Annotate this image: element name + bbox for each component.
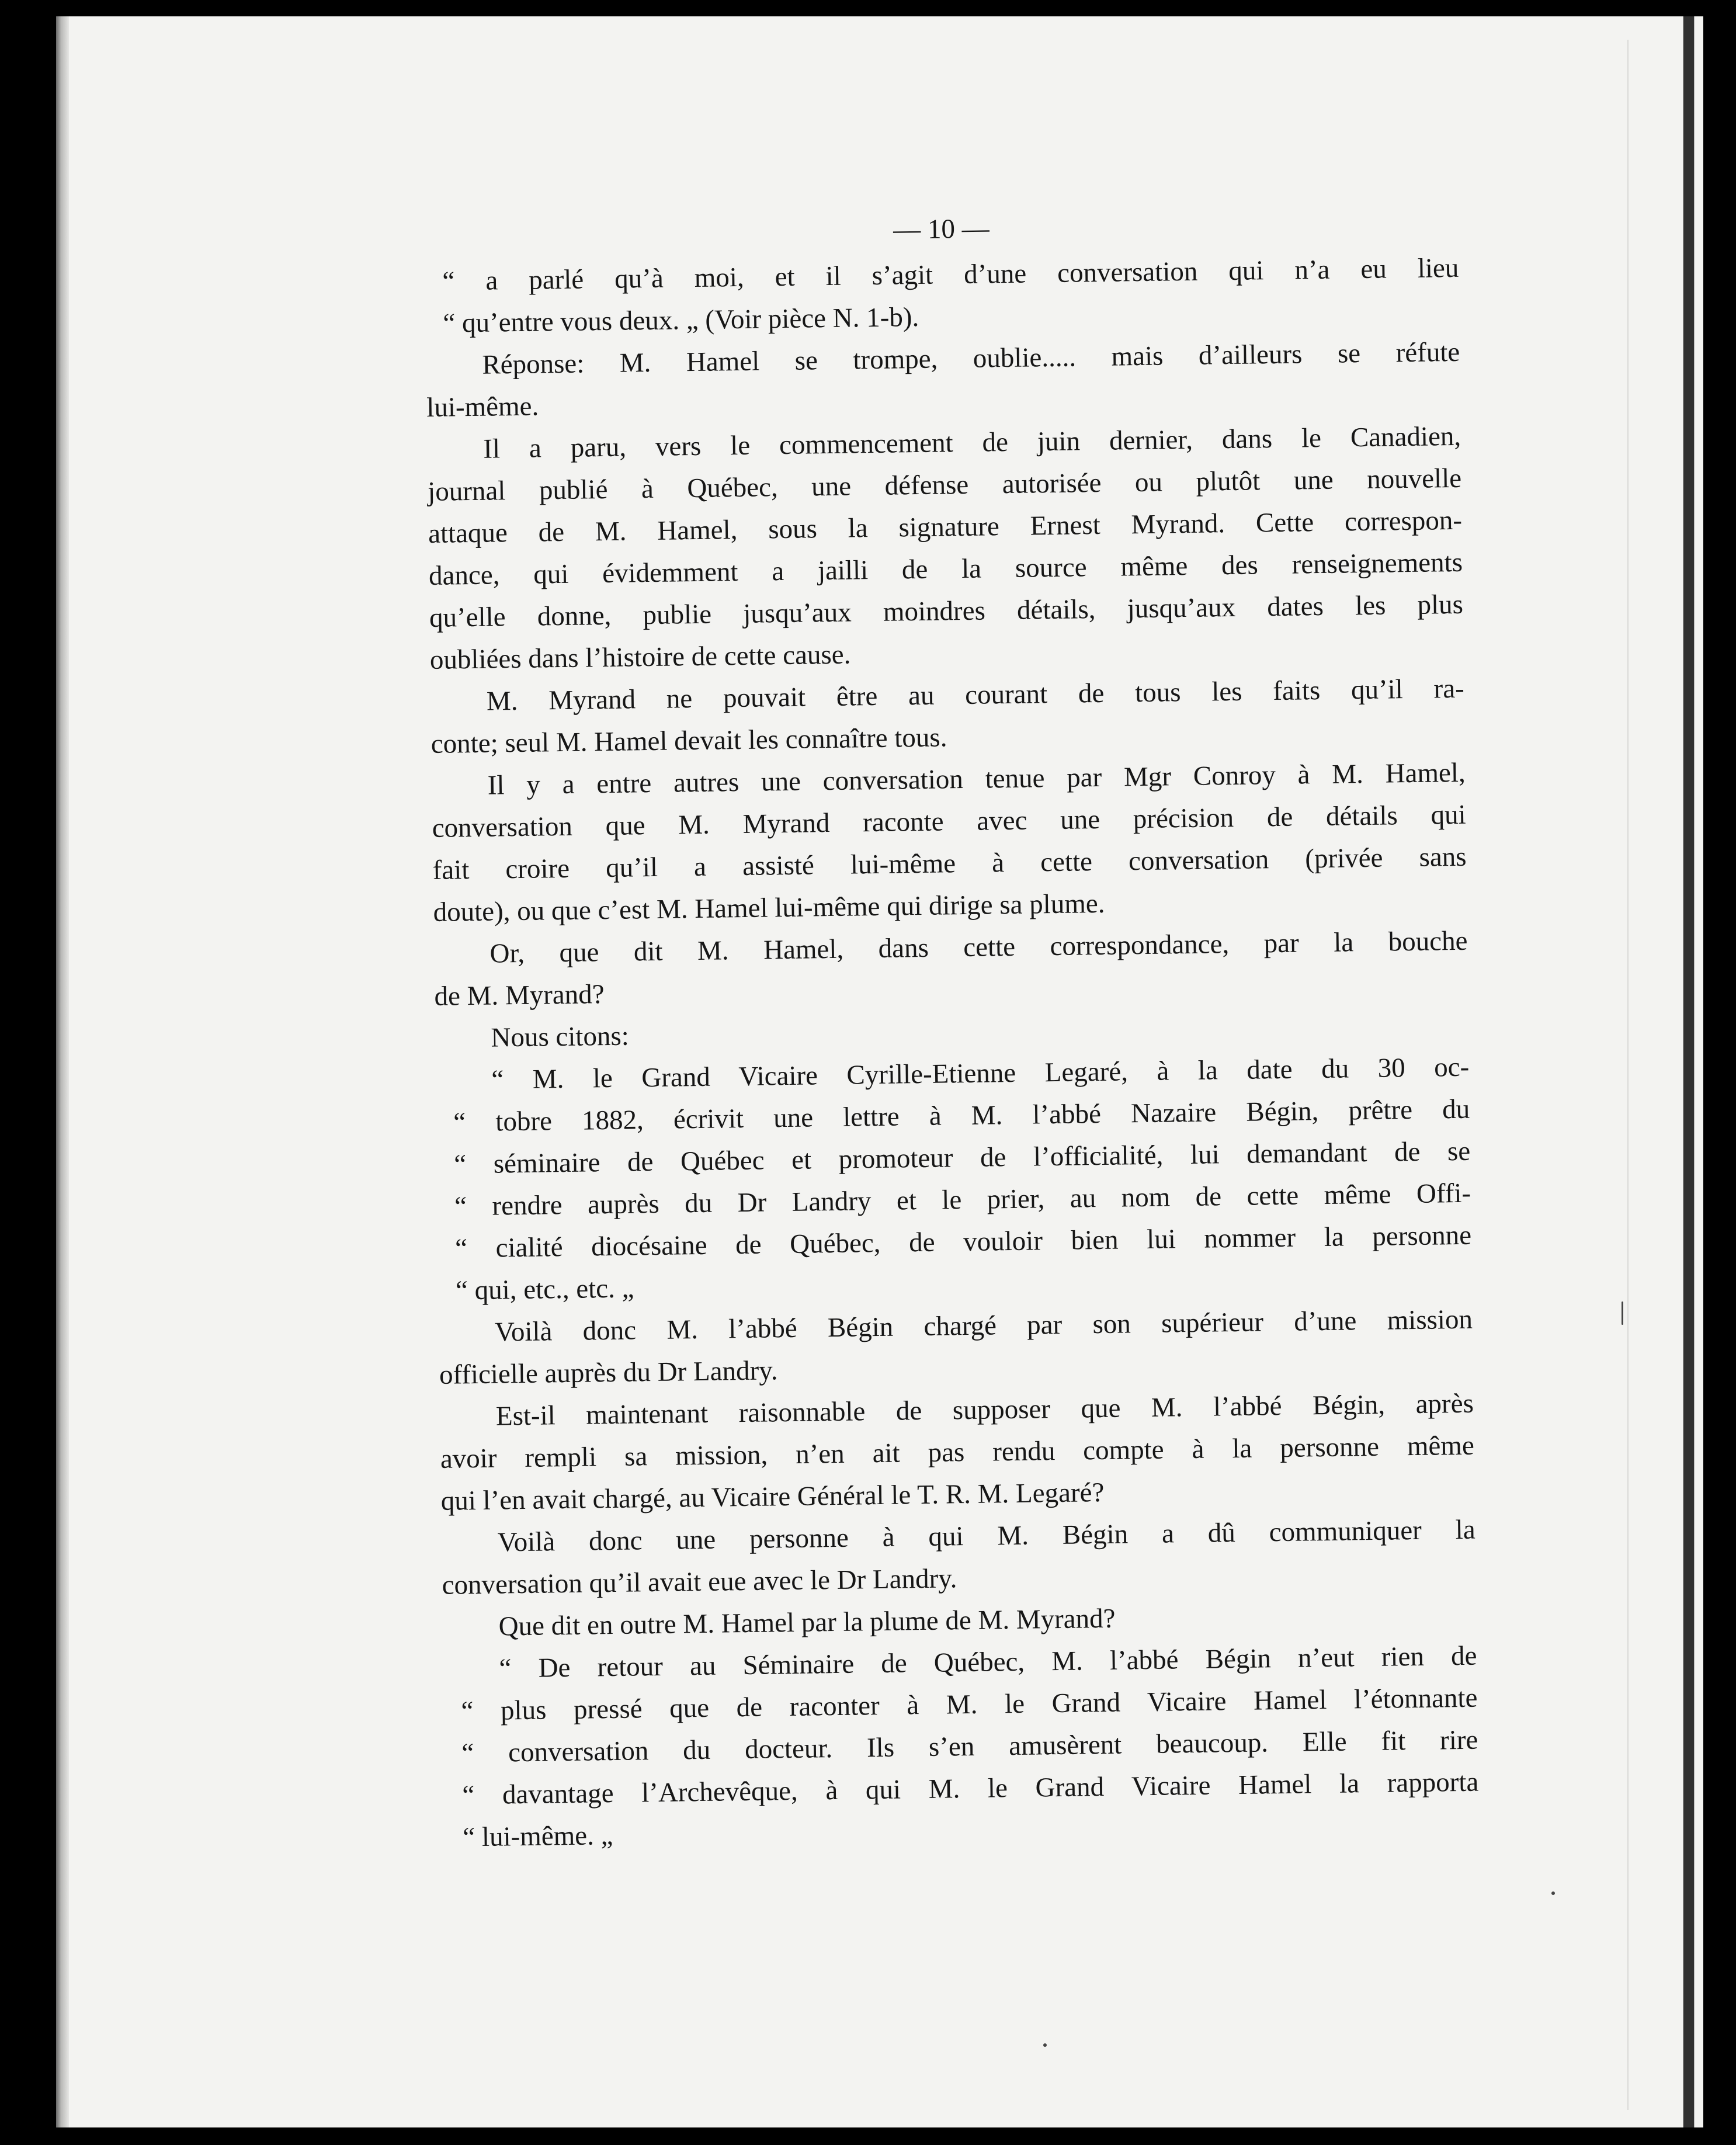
scan-speck xyxy=(1043,2043,1047,2047)
text-line: conte; seul M. Hamel devait les connaître tous. xyxy=(430,722,947,759)
text-line: “ M. le Grand Vicaire Cyrille-Etienne Legaré, à la date du 30 oc- xyxy=(491,1051,1470,1095)
text-line: Que dit en outre M. Hamel par la plume de M. Myrand? xyxy=(498,1603,1116,1642)
text-line: attaque de M. Hamel, sous la signature Ernest Myrand. Cette correspon- xyxy=(428,505,1463,549)
text-line: Voilà donc M. l’abbé Bégin chargé par son supérieur d’une mission xyxy=(494,1304,1473,1348)
text-line: oubliées dans l’histoire de cette cause. xyxy=(429,639,851,675)
text-line: Voilà donc une personne à qui M. Bégin a dû communiquer la xyxy=(497,1514,1475,1558)
text-line: “ lui-même. „ xyxy=(463,1820,613,1853)
text-line: lui-même. xyxy=(426,391,539,423)
text-line: fait croire qu’il a assisté lui-même à cette conversation (privée sans xyxy=(432,841,1467,886)
text-line: Nous citons: xyxy=(491,1021,630,1053)
text-line: “ séminaire de Québec et promoteur de l’officialité, lui demandant de se xyxy=(453,1136,1471,1180)
text-line: M. Myrand ne pouvait être au courant de tous les faits qu’il ra- xyxy=(486,673,1465,717)
text-line: journal publié à Québec, une défense autorisée ou plutôt une nouvelle xyxy=(427,463,1462,507)
text-line: avoir rempli sa mission, n’en ait pas rendu compte à la personne même xyxy=(440,1430,1475,1474)
text-line: Réponse: M. Hamel se trompe, oublie..... mais d’ailleurs se réfute xyxy=(482,336,1460,380)
text-line: “ davantage l’Archevêque, à qui M. le Grand Vicaire Hamel la rapporta xyxy=(462,1766,1479,1811)
text-line: “ De retour au Séminaire de Québec, M. l’abbé Bégin n’eut rien de xyxy=(499,1640,1477,1684)
text-line: “ a parlé qu’à moi, et il s’agit d’une conversation qui n’a eu lieu xyxy=(442,252,1459,297)
text-line: de M. Myrand? xyxy=(434,979,605,1012)
text-line: “ cialité diocésaine de Québec, de vouloir bien lui nommer la personne xyxy=(454,1220,1472,1264)
text-line: “ qu’entre vous deux. „ (Voir pièce N. 1-b). xyxy=(443,301,919,339)
text-line: Or, que dit M. Hamel, dans cette correspondance, par la bouche xyxy=(489,925,1468,969)
text-line: Il a paru, vers le commencement de juin dernier, dans le Canadien, xyxy=(482,421,1461,464)
body-text xyxy=(424,202,1480,1859)
text-line: qui l’en avait chargé, au Vicaire Général le T. R. M. Legaré? xyxy=(440,1477,1105,1516)
text-line: “ plus pressé que de raconter à M. le Grand Vicaire Hamel l’étonnante xyxy=(461,1682,1478,1727)
text-line: qu’elle donne, publie jusqu’aux moindres détails, jusqu’aux dates les plus xyxy=(429,589,1464,633)
page-binding-edge xyxy=(56,16,69,2127)
page-right-border xyxy=(1672,16,1703,2127)
scanned-page xyxy=(56,16,1703,2127)
text-line: doute), ou que c’est M. Hamel lui-même qui dirige sa plume. xyxy=(433,888,1105,928)
text-line: conversation que M. Myrand raconte avec une précision de détails qui xyxy=(432,799,1466,844)
text-line: “ qui, etc., etc. „ xyxy=(455,1273,634,1306)
text-line: Il y a entre autres une conversation tenue par Mgr Conroy à M. Hamel, xyxy=(487,757,1466,801)
text-line: Est-il maintenant raisonnable de supposer que M. l’abbé Bégin, après xyxy=(495,1388,1474,1432)
scan-mark xyxy=(1622,1301,1623,1325)
text-line: “ rendre auprès du Dr Landry et le prier, au nom de cette même Offi- xyxy=(454,1178,1471,1222)
text-line: officielle auprès du Dr Landry. xyxy=(439,1355,778,1390)
text-line: “ conversation du docteur. Ils s’en amusèrent beaucoup. Elle fit rire xyxy=(461,1724,1478,1769)
scan-speck xyxy=(1551,1891,1555,1895)
page-fold-line xyxy=(1627,40,1629,2110)
page-number: — 10 — xyxy=(893,213,989,245)
text-line: conversation qu’il avait eue avec le Dr Landry. xyxy=(442,1563,957,1601)
text-line: “ tobre 1882, écrivit une lettre à M. l’abbé Nazaire Bégin, prêtre du xyxy=(453,1094,1470,1138)
text-line: dance, qui évidemment a jailli de la source même des renseignements xyxy=(428,547,1463,591)
